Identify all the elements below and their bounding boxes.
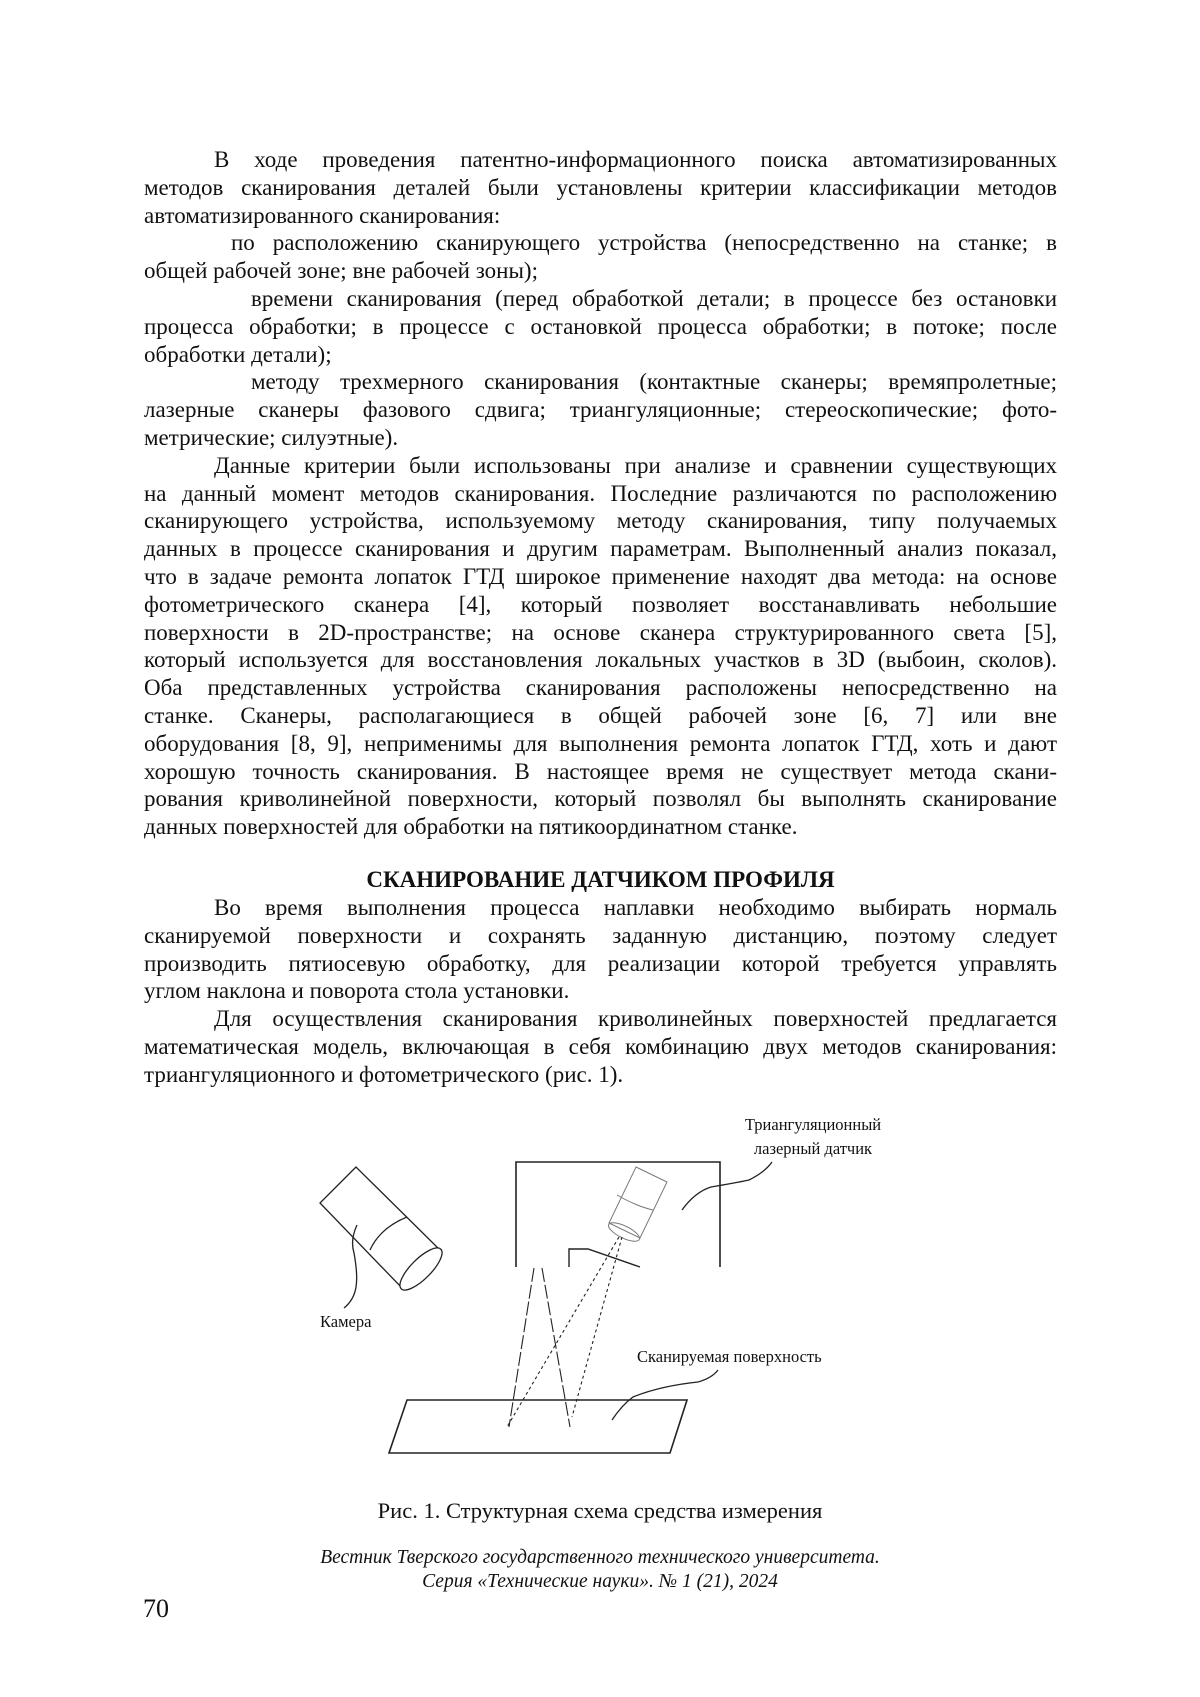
text-line: В ходе проведения патентно-информационного поиска автоматизированных — [144, 146, 1057, 174]
text-line: станке. Сканеры, располагающиеся в общей рабочей зоне [6, 7] или вне — [144, 702, 1057, 730]
text-line: общей рабочей зоне; вне рабочей зоны); — [144, 257, 1057, 285]
text-line: триангуляционного и фотометрического (рис. 1). — [144, 1061, 1057, 1089]
page-number: 70 — [143, 1594, 169, 1624]
text-line: поверхности в 2D-пространстве; на основе сканера структурированного света [5], — [144, 619, 1057, 647]
surface-label: Сканируемая поверхность — [637, 1345, 822, 1369]
text-line: процесса обработки; в процессе с остановкой процесса обработки; в потоке; после — [144, 313, 1057, 341]
text-line: хорошую точность сканирования. В настоящее время не существует метода скани- — [144, 758, 1057, 786]
text-line: сканируемой поверхности и сохранять заданную дистанцию, поэтому следует — [144, 922, 1057, 950]
sensor-label-line1: Триангуляционный — [713, 1113, 913, 1137]
text-line: что в задаче ремонта лопаток ГТД широкое применение находят два метода: на основе — [144, 563, 1057, 591]
text-line: по расположению сканирующего устройства (непосредственно на станке; в — [144, 229, 1057, 257]
text-line: Во время выполнения процесса наплавки необходимо выбирать нормаль — [144, 894, 1057, 922]
journal-title: Вестник Тверского государственного технического университета. — [0, 1547, 1200, 1569]
text-line: данных в процессе сканирования и другим параметрам. Выполненный анализ показал, — [144, 535, 1057, 563]
section-heading: СКАНИРОВАНИЕ ДАТЧИКОМ ПРОФИЛЯ — [144, 866, 1057, 894]
text-line: методов сканирования деталей были установлены критерии классификации методов — [144, 174, 1057, 202]
text-line: углом наклона и поворота стола установки. — [144, 977, 1057, 1005]
sensor-label-line2: лазерный датчик — [713, 1137, 913, 1161]
text-line: Для осуществления сканирования криволинейных поверхностей предлагается — [144, 1005, 1057, 1033]
text-line: фотометрического сканера [4], который позволяет восстанавливать небольшие — [144, 591, 1057, 619]
text-line: математическая модель, включающая в себя комбинацию двух методов сканирования: — [144, 1033, 1057, 1061]
text-line: обработки детали); — [144, 341, 1057, 369]
text-line: автоматизированного сканирования: — [144, 202, 1057, 230]
camera-label: Камера — [320, 1310, 371, 1334]
text-line: оборудования [8, 9], неприменимы для выполнения ремонта лопаток ГТД, хоть и дают — [144, 730, 1057, 758]
text-line: лазерные сканеры фазового сдвига; триангуляционные; стереоскопические; фото- — [144, 396, 1057, 424]
text-line: Оба представленных устройства сканирования расположены непосредственно на — [144, 674, 1057, 702]
text-line: времени сканирования (перед обработкой детали; в процессе без остановки — [144, 285, 1057, 313]
scanned-surface — [389, 1400, 687, 1453]
text-line: сканирующего устройства, используемому методу сканирования, типу получаемых — [144, 507, 1057, 535]
text-line: методу трехмерного сканирования (контактные сканеры; времяпролетные; — [144, 368, 1057, 396]
text-line: рования криволинейной поверхности, который позволял бы выполнять сканирование — [144, 785, 1057, 813]
surface-leader-line — [612, 1370, 718, 1420]
sensor-leader-line — [682, 1162, 772, 1210]
text-line: производить пятиосевую обработку, для реализации которой требуется управлять — [144, 950, 1057, 978]
figure-diagram — [0, 0, 1200, 1697]
camera-view-lines — [509, 1268, 570, 1427]
journal-series: Серия «Технические науки». № 1 (21), 2024 — [0, 1571, 1200, 1593]
text-line: метрические; силуэтные). — [144, 424, 1057, 452]
text-line: который используется для восстановления локальных участков в 3D (выбоин, сколов). — [144, 646, 1057, 674]
text-line: данных поверхностей для обработки на пятикоординатном станке. — [144, 813, 1057, 841]
text-line: на данный момент методов сканирования. Последние различаются по расположению — [144, 480, 1057, 508]
text-line: Данные критерии были использованы при анализе и сравнении существующих — [144, 452, 1057, 480]
figure-caption: Рис. 1. Структурная схема средства измерения — [0, 1498, 1200, 1524]
laser-sensor-icon — [606, 1167, 667, 1245]
camera-icon — [320, 1167, 448, 1308]
